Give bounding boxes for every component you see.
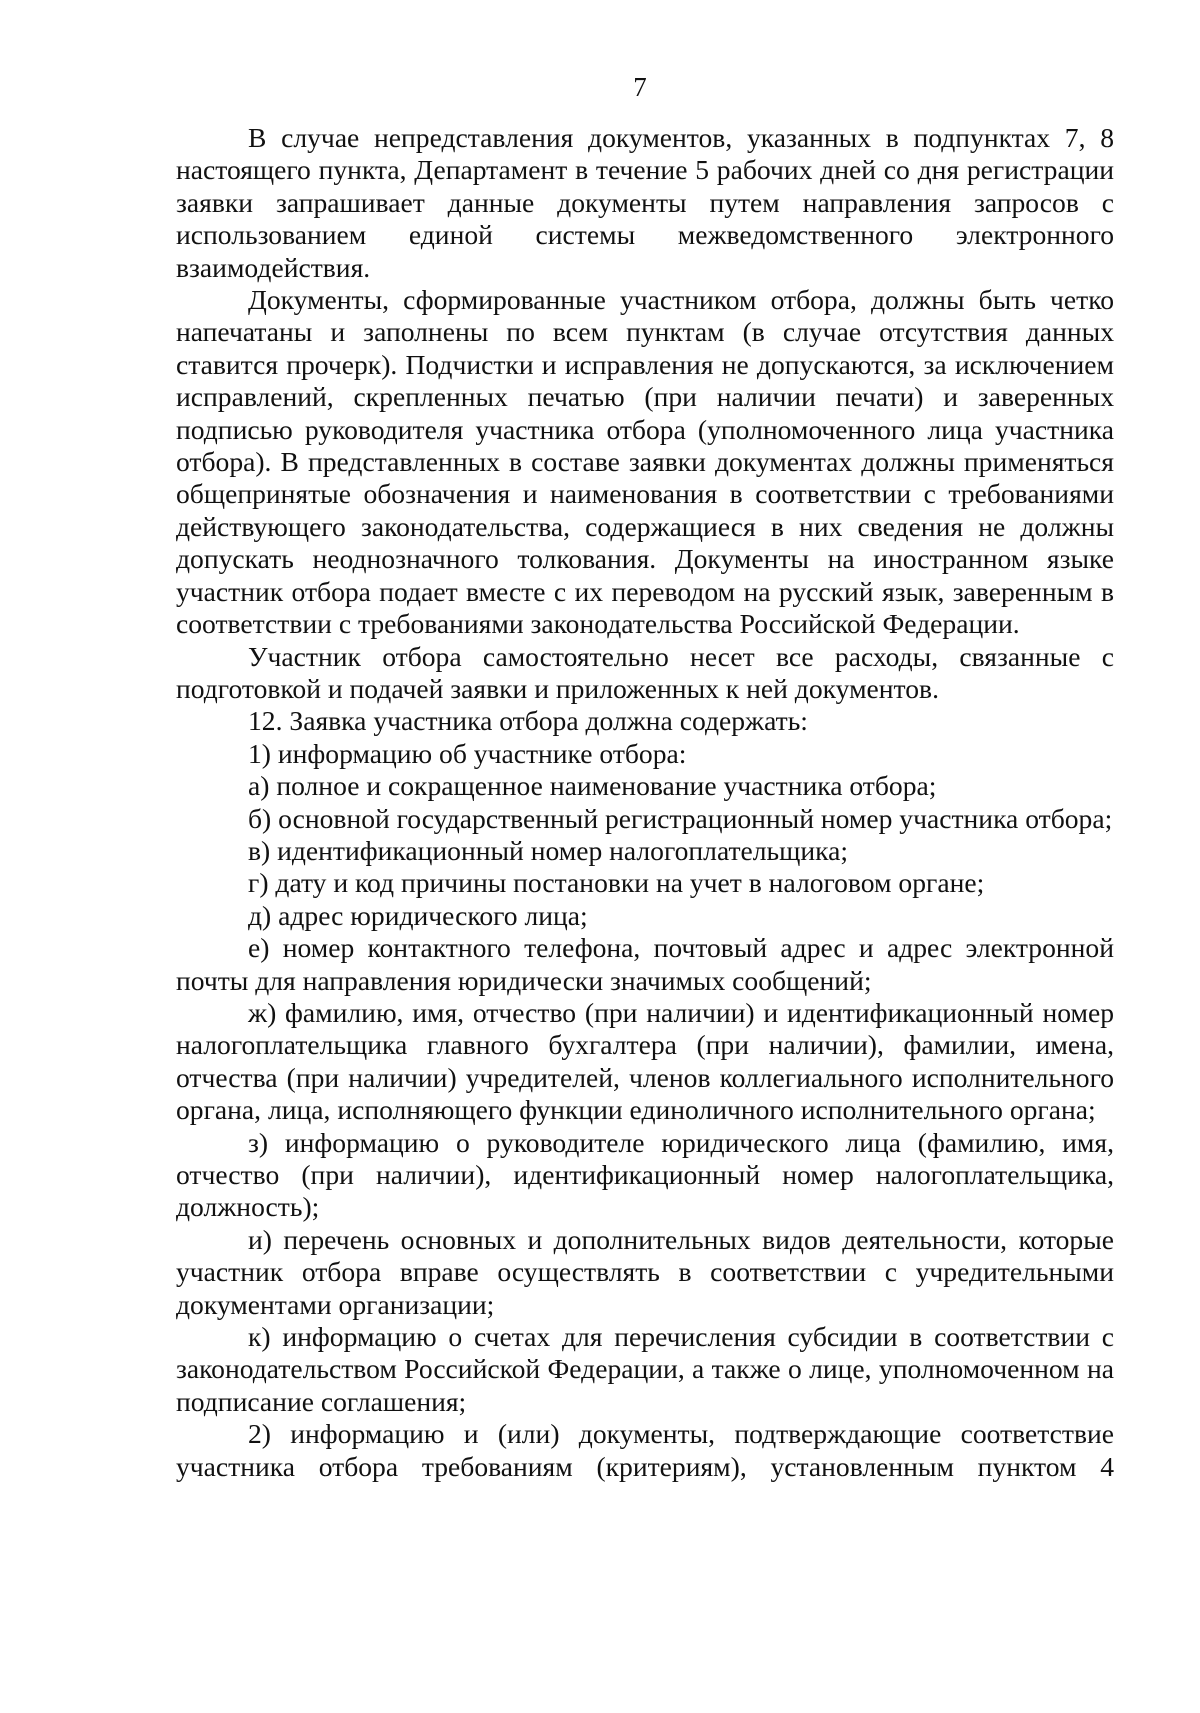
list-item-g: г) дату и код причины постановки на учет в налоговом органе; <box>248 867 985 899</box>
paragraph-document-requirements: Документы, сформированные участником отбора, должны быть четко напечатаны и заполнены по всем пунктам (в случае отсутствия данных ставится прочерк). Подчистки и исправления не допускаются, за исключением исправлений, скрепленных печатью (при наличии печати) и заверенных подписью руководителя участника отбора (уполномоченного лица участника отбора). В представленных в составе заявки документах должны применяться общепринятые обозначения и наименования в соответствии с требованиями действующего законодательства, содержащиеся в них сведения не должны допускать неоднозначного толкования. Документы на иностранном языке участник отбора подает вместе с их переводом на русский язык, заверенным в соответствии с требованиями законодательства Российской Федерации. <box>176 284 1114 640</box>
document-body <box>176 122 1114 1483</box>
list-item-d: д) адрес юридического лица; <box>248 899 588 931</box>
list-item-b: б) основной государственный регистрационный номер участника отбора; <box>248 802 1113 834</box>
list-item-a: а) полное и сокращенное наименование участника отбора; <box>248 770 937 802</box>
list-item-k: к) информацию о счетах для перечисления субсидии в соответствии с законодательством Российской Федерации, а также о лице, уполномоченном на подписание соглашения; <box>176 1321 1114 1417</box>
paragraph-missing-documents: В случае непредставления документов, указанных в подпунктах 7, 8 настоящего пункта, Департамент в течение 5 рабочих дней со дня регистрации заявки запрашивает данные документы путем направления запросов с использованием единой системы межведомственного электронного взаимодействия. <box>176 122 1114 283</box>
list-item-zh: ж) фамилию, имя, отчество (при наличии) и идентификационный номер налогоплательщика главного бухгалтера (при наличии), фамилии, имена, отчества (при наличии) учредителей, членов коллегиального исполнительного органа, лица, исполняющего функции единоличного исполнительного органа; <box>176 996 1114 1126</box>
page-number: 7 <box>633 72 647 102</box>
paragraph-item-12: 12. Заявка участника отбора должна содержать: <box>248 705 808 737</box>
list-item-z: з) информацию о руководителе юридического лица (фамилию, имя, отчество (при наличии), идентификационный номер налогоплательщика, должность); <box>176 1126 1114 1223</box>
paragraph-expenses: Участник отбора самостоятельно несет все расходы, связанные с подготовкой и подачей заявки и приложенных к ней документов. <box>176 640 1114 704</box>
list-item-i: и) перечень основных и дополнительных видов деятельности, которые участник отбора вправе осуществлять в соответствии с учредительными документами организации; <box>176 1223 1114 1320</box>
list-item-v: в) идентификационный номер налогоплательщика; <box>248 834 849 866</box>
list-item-2: 2) информацию и (или) документы, подтверждающие соответствие участника отбора требованиям (критериям), установленным пунктом 4 <box>176 1418 1114 1482</box>
list-item-1: 1) информацию об участнике отбора: <box>248 737 687 769</box>
list-item-e: е) номер контактного телефона, почтовый адрес и адрес электронной почты для направления юридически значимых сообщений; <box>176 932 1114 996</box>
